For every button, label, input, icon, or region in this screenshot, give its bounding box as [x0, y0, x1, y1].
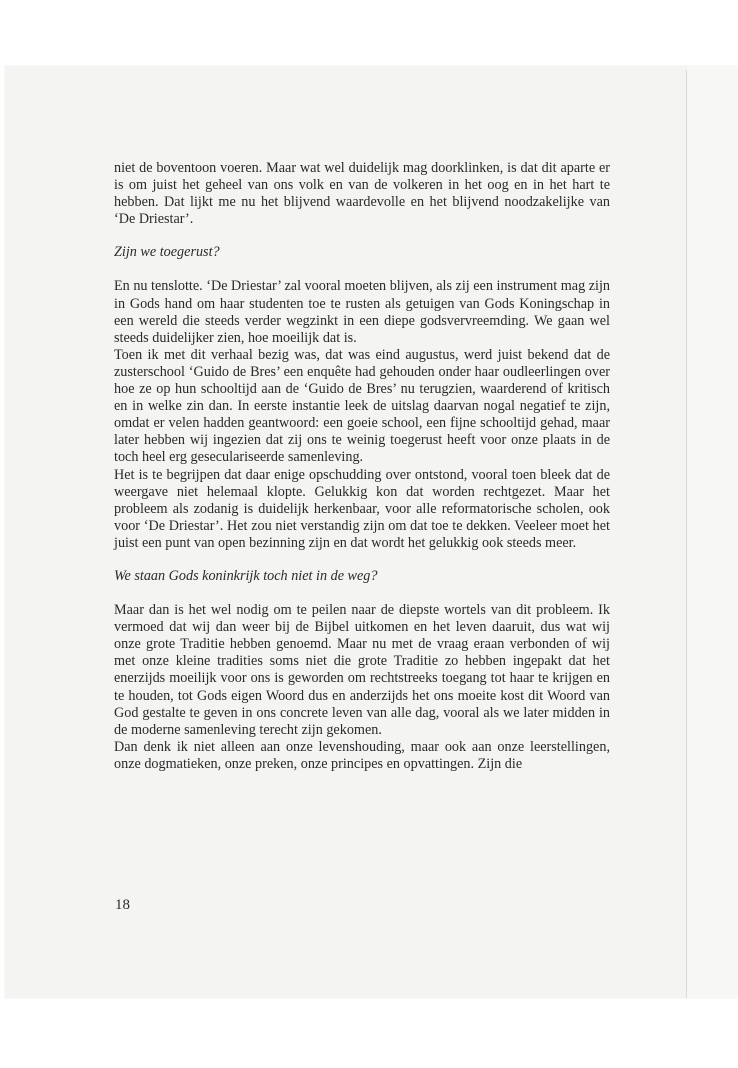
section-heading: Zijn we toegerust? — [114, 244, 220, 261]
section-heading: We staan Gods koninkrijk toch niet in de weg? — [114, 567, 378, 584]
paragraph: niet de boventoon voeren. Maar wat wel duidelijk mag doorklinken, is dat dit aparte er is om juist het geheel van ons volk en van de volkeren in het oog en in het hart te hebben. Dat lijkt me nu het blijvend waardevolle en het blijvend noodzakelijke van ‘De Driestar’. — [114, 160, 610, 228]
page-fold-line — [686, 70, 687, 998]
body-text — [114, 160, 610, 773]
page-number: 18 — [115, 897, 130, 913]
paragraph: Maar dan is het wel nodig om te peilen naar de diepste wortels van dit probleem. Ik vermoed dat wij dan weer bij de Bijbel uitkomen en het leven daaruit, dus wat wij onze grote Traditie hebben genoemd. Maar nu met de vraag eraan verbonden of wij met onze kleine tradities soms niet die grote Traditie zo hebben ingepakt dat het enerzijds moeilijk voor ons is geworden om rechtstreeks toegang tot haar te krijgen en te houden, tot Gods eigen Woord dus en anderzijds het ons moeite kost dit Woord van God gestalte te geven in ons concrete leven van alle dag, vooral als we later midden in de moderne samenleving terecht zijn gekomen. — [114, 602, 610, 738]
paragraph: Toen ik met dit verhaal bezig was, dat was eind augustus, werd juist bekend dat de zusterschool ‘Guido de Bres’ een enquête had gehouden onder haar oudleerlingen over hoe ze op hun schooltijd aan de ‘Guido de Bres’ nu terugzien, waarderend of kritisch en in welke zin dan. In eerste instantie leek de uitslag daarvan nogal negatief te zijn, omdat er velen hadden geantwoord: een goeie school, een fijne schooltijd gehad, maar later hebben wij ingezien dat zij ons te weinig toegerust heeft voor onze plaats in de toch heel erg geseculariseerde samenleving. — [114, 346, 610, 466]
adjacent-page-edge — [687, 66, 738, 998]
paragraph: Dan denk ik niet alleen aan onze levenshouding, maar ook aan onze leerstellingen, onze dogmatieken, onze preken, onze principes en opvattingen. Zijn die — [114, 738, 610, 772]
paragraph: En nu tenslotte. ‘De Driestar’ zal vooral moeten blijven, als zij een instrument mag zijn in Gods hand om haar studenten toe te rusten als getuigen van Gods Koningschap in een wereld die steeds verder wegzinkt in een diepe godsvervreemding. We gaan wel steeds duidelijker zien, hoe moeilijk dat is. — [114, 278, 610, 346]
paragraph: Het is te begrijpen dat daar enige opschudding over ontstond, vooral toen bleek dat de weergave niet helemaal klopte. Gelukkig kon dat worden rechtgezet. Maar het probleem als zodanig is duidelijk herkenbaar, voor alle reformatorische scholen, ook voor ‘De Driestar’. Het zou niet verstandig zijn om dat toe te dekken. Veeleer moet het juist een punt van open bezinning zijn en dat wordt het gelukkig ook steeds meer. — [114, 466, 610, 551]
